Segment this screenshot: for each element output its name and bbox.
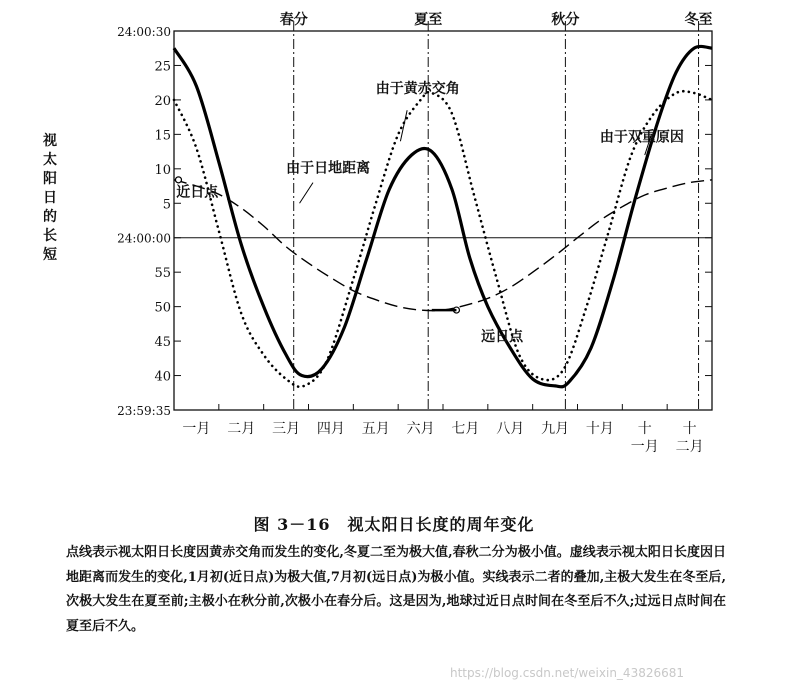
series-line-distance xyxy=(174,180,712,311)
series-line-combined xyxy=(174,46,712,386)
x-tick-label: 八月 xyxy=(496,421,525,437)
y-tick-label: 50 xyxy=(154,300,171,316)
y-tick-label: 20 xyxy=(154,93,171,109)
watermark-text: https://blog.csdn.net/weixin_43826681 xyxy=(450,666,685,680)
x-tick-label: 一月 xyxy=(182,421,211,437)
leader-line xyxy=(400,110,407,141)
x-tick-label: 四月 xyxy=(316,421,345,437)
leader-line xyxy=(300,183,313,204)
annotation-obliquity: 由于黄赤交角 xyxy=(375,81,460,98)
annotation-perihelion: 近日点 xyxy=(176,184,219,201)
y-tick-label: 25 xyxy=(154,59,171,75)
y-tick-label: 24:00:00 xyxy=(117,231,171,246)
y-tick-label: 10 xyxy=(154,162,171,178)
figure-caption-body: 点线表示视太阳日长度因黄赤交角而发生的变化,冬夏二至为极大值,春秋二分为极小值。虚线表示视太阳日长度因日地距离而发生的变化,1月初(近日点)为极大值,7月初(远日点)为极小值。实线表示二者的叠加,主极大发生在冬至后,次极大发生在夏至前;主极小在秋分前,次极小在春分后。这是因为,地球过近日点时间在冬至后不久;过远日点时间在夏至后不久。 xyxy=(66,545,726,634)
x-tick-label: 三月 xyxy=(272,421,301,437)
season-label: 秋分 xyxy=(551,12,580,28)
x-tick-label: 二月 xyxy=(675,439,704,455)
annotation-aphelion: 远日点 xyxy=(481,329,524,346)
x-tick-label: 九月 xyxy=(541,421,570,437)
y-tick-label: 24:00:30 xyxy=(117,25,171,39)
x-tick-label: 十 xyxy=(682,421,697,437)
y-tick-label: 5 xyxy=(162,197,171,213)
y-tick-label: 23:59:35 xyxy=(117,404,171,418)
x-tick-label: 十月 xyxy=(585,421,614,437)
y-tick-label: 55 xyxy=(154,266,171,282)
y-axis-label: 视太阳日的长短 xyxy=(43,133,57,263)
perihelion-marker xyxy=(175,177,181,183)
x-tick-label: 十 xyxy=(637,421,652,437)
season-label: 夏至 xyxy=(414,12,443,28)
y-tick-label: 15 xyxy=(154,128,171,144)
x-tick-label: 六月 xyxy=(406,421,435,437)
figure-caption-title: 图 3－16 视太阳日长度的周年变化 xyxy=(253,515,535,534)
x-tick-label: 七月 xyxy=(451,421,480,437)
x-tick-label: 二月 xyxy=(227,421,256,437)
x-tick-label: 一月 xyxy=(630,439,659,455)
season-label: 冬至 xyxy=(684,12,713,28)
y-tick-label: 40 xyxy=(154,369,171,385)
annotation-combined: 由于双重原因 xyxy=(599,129,684,146)
x-tick-label: 五月 xyxy=(361,421,390,437)
annotation-distance: 由于日地距离 xyxy=(286,160,371,177)
y-tick-label: 45 xyxy=(154,335,171,351)
season-label: 春分 xyxy=(279,12,308,28)
